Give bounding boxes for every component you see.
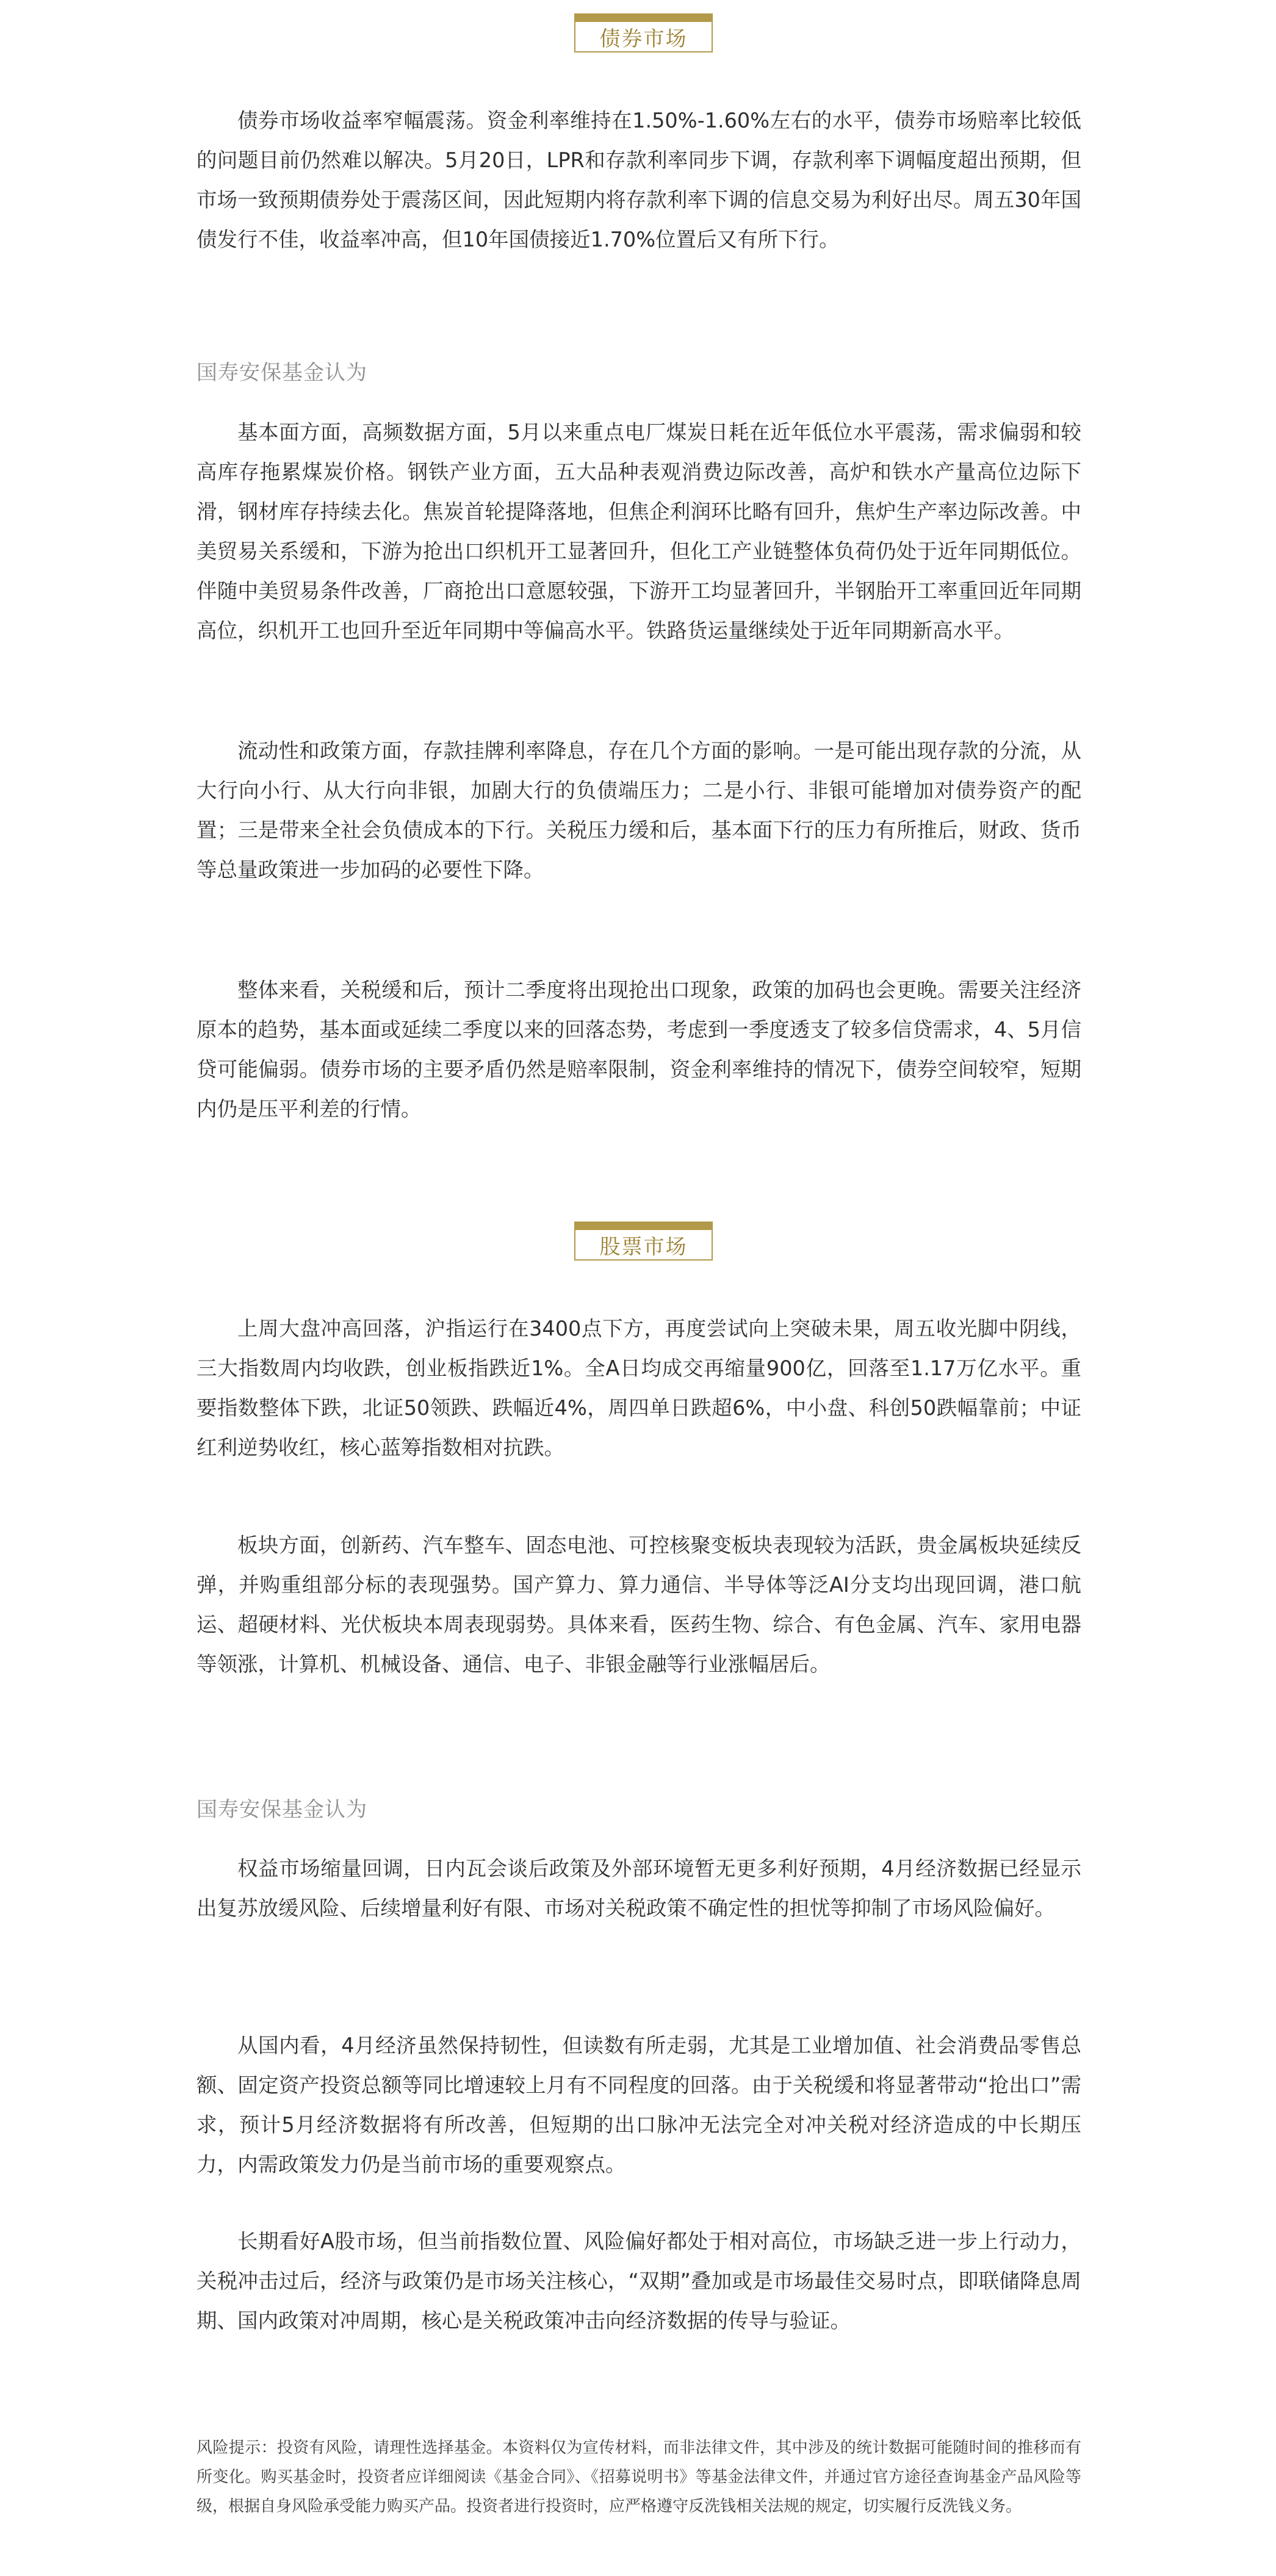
equity-paragraph-2: 板块方面，创新药、汽车整车、固态电池、可控核聚变板块表现较为活跃，贵金属板块延续反弹，并购重组部分标的表现强势。国产算力、算力通信、半导体等泛AI分支均出现回调，港口航运、超硬材料、光伏板块本周表现弱势。具体来看，医药生物、综合、有色金属、汽车、家用电器等领涨，计算机、机械设备、通信、电子、非银金融等行业涨幅居后。 <box>196 1533 1081 1676</box>
bond-section-header <box>574 13 713 52</box>
bond-view-paragraph-1: 基本面方面，高频数据方面，5月以来重点电厂煤炭日耗在近年低位水平震荡，需求偏弱和较高库存拖累煤炭价格。钢铁产业方面，五大品种表观消费边际改善，高炉和铁水产量高位边际下滑，钢材库存持续去化。焦炭首轮提降落地，但焦企利润环比略有回升，焦炉生产率边际改善。中美贸易关系缓和，下游为抢出口织机开工显著回升，但化工产业链整体负荷仍处于近年同期低位。伴随中美贸易条件改善，厂商抢出口意愿较强，下游开工均显著回升，半钢胎开工率重回近年同期高位，织机开工也回升至近年同期中等偏高水平。铁路货运量继续处于近年同期新高水平。 <box>196 420 1081 642</box>
bond-section-title: 债券市场 <box>599 26 688 51</box>
equity-view-paragraph-2: 从国内看，4月经济虽然保持韧性，但读数有所走弱，尤其是工业增加值、社会消费品零售总额、固定资产投资总额等同比增速较上月有不同程度的回落。由于关税缓和将显著带动“抢出口”需求，预计5月经济数据将有所改善，但短期的出口脉冲无法完全对冲关税对经济造成的中长期压力，内需政策发力仍是当前市场的重要观察点。 <box>196 2034 1081 2176</box>
bond-view-paragraph-2: 流动性和政策方面，存款挂牌利率降息，存在几个方面的影响。一是可能出现存款的分流，从大行向小行、从大行向非银，加剧大行的负债端压力；二是小行、非银可能增加对债券资产的配置；三是带来全社会负债成本的下行。关税压力缓和后，基本面下行的压力有所推后，财政、货币等总量政策进一步加码的必要性下降。 <box>196 739 1081 882</box>
bond-view-title: 国寿安保基金认为 <box>196 361 367 385</box>
bond-view-paragraph-3: 整体来看，关税缓和后，预计二季度将出现抢出口现象，政策的加码也会更晚。需要关注经济原本的趋势，基本面或延续二季度以来的回落态势，考虑到一季度透支了较多信贷需求，4、5月信贷可能偏弱。债券市场的主要矛盾仍然是赔率限制，资金利率维持的情况下，债券空间较窄，短期内仍是压平利差的行情。 <box>196 978 1081 1121</box>
header-accent-bar <box>574 1221 713 1230</box>
equity-section-title: 股票市场 <box>599 1234 688 1259</box>
equity-view-paragraph-3: 长期看好A股市场，但当前指数位置、风险偏好都处于相对高位，市场缺乏进一步上行动力，关税冲击过后，经济与政策仍是市场关注核心，“双期”叠加或是市场最佳交易时点，即联储降息周期、国内政策对冲周期，核心是关税政策冲击向经济数据的传导与验证。 <box>196 2229 1081 2333</box>
equity-paragraph-1: 上周大盘冲高回落，沪指运行在3400点下方，再度尝试向上突破未果，周五收光脚中阴线，三大指数周内均收跌，创业板指跌近1%。全A日均成交再缩量900亿，回落至1.17万亿水平。重要指数整体下跌，北证50领跌、跌幅近4%，周四单日跌超6%，中小盘、科创50跌幅靠前；中证红利逆势收红，核心蓝筹指数相对抗跌。 <box>196 1317 1081 1459</box>
header-accent-bar <box>574 13 713 22</box>
equity-view-title: 国寿安保基金认为 <box>196 1797 367 1822</box>
bond-paragraph-1: 债券市场收益率窄幅震荡。资金利率维持在1.50%-1.60%左右的水平，债券市场赔率比较低的问题目前仍然难以解决。5月20日，LPR和存款利率同步下调，存款利率下调幅度超出预期，但市场一致预期债券处于震荡区间，因此短期内将存款利率下调的信息交易为利好出尽。周五30年国债发行不佳，收益率冲高，但10年国债接近1.70%位置后又有所下行。 <box>196 109 1081 251</box>
equity-view-paragraph-1: 权益市场缩量回调，日内瓦会谈后政策及外部环境暂无更多利好预期，4月经济数据已经显示出复苏放缓风险、后续增量利好有限、市场对关税政策不确定性的担忧等抑制了市场风险偏好。 <box>196 1857 1081 1920</box>
equity-section-header <box>574 1221 713 1261</box>
risk-notice: 风险提示：投资有风险，请理性选择基金。本资料仅为宣传材料，而非法律文件，其中涉及的统计数据可能随时间的推移而有所变化。购买基金时，投资者应详细阅读《基金合同》、《招募说明书》等基金法律文件，并通过官方途径查询基金产品风险等级，根据自身风险承受能力购买产品。投资者进行投资时，应严格遵守反洗钱相关法规的规定，切实履行反洗钱义务。 <box>196 2439 1081 2516</box>
